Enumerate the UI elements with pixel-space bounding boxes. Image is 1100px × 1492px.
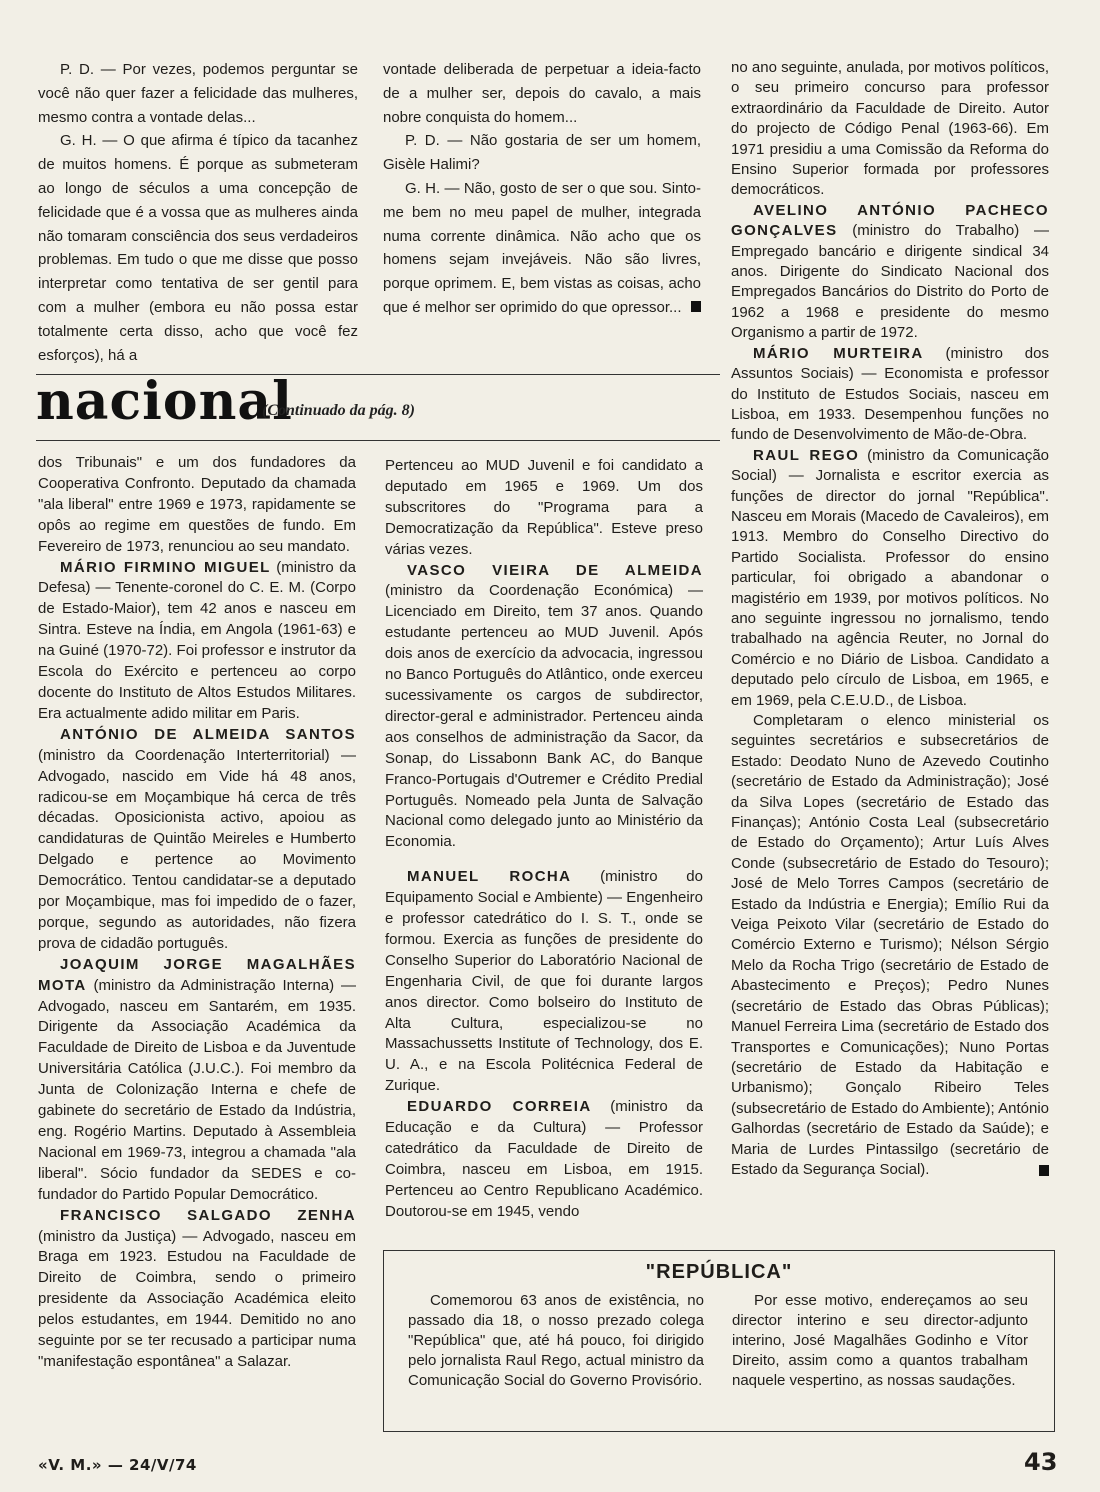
- minister-name: FRANCISCO SALGADO ZENHA: [60, 1206, 356, 1224]
- article-paragraph: [38, 725, 356, 955]
- minister-name: MÁRIO MURTEIRA: [753, 344, 924, 362]
- section-subtitle: (Continuado da pág. 8): [262, 402, 415, 419]
- minister-bio: (ministro do Trabalho) — Empregado bancário e dirigente sindical 34 anos. Dirigente do Sindicato Nacional dos Empregados Bancários do Distrito do Porto de 1962 a 1968 e presidente do mesmo Organismo a partir de 1972.: [731, 222, 1049, 342]
- interview-column-1: [38, 58, 358, 367]
- issue-date: «V. M.» — 24/V/74: [38, 1456, 197, 1474]
- end-mark: [1039, 1165, 1049, 1176]
- article-column-3: [731, 58, 1049, 1180]
- notice-column-right: [732, 1291, 1028, 1391]
- notice-title: "REPÚBLICA": [645, 1261, 793, 1283]
- article-paragraph: [38, 955, 356, 1206]
- article-paragraph: [731, 344, 1049, 446]
- republica-notice-box: [383, 1250, 1055, 1432]
- article-paragraph: Pertenceu ao MUD Juvenil e foi candidato a deputado em 1965 e 1969. Um dos subscritores do "Programa para a Democratização da República". Esteve preso várias vezes.: [385, 457, 703, 558]
- interview-paragraph: vontade deliberada de perpetuar a ideia-facto de a mulher ser, depois do cavalo, a mais nobre conquista do homem...: [383, 61, 701, 126]
- interview-paragraph: G. H. — O que afirma é típico da tacanhez de muitos homens. É porque as submeteram ao longo de séculos a uma concepção de felicidade que é a vossa que as mulheres ainda não tomaram consciência dos seus verdadeiros problemas. Em tudo o que me disse que posso interpretar como tentativa de ser gentil para com a mulher (embora eu não possa estar totalmente certa disso, acho que você fez esforços), há a: [38, 132, 358, 364]
- article-column-1: [38, 453, 356, 1373]
- article-paragraph: no ano seguinte, anulada, por motivos políticos, o seu primeiro concurso para professor extraordinário da Faculdade de Direito. Autor do projecto de Código Penal (1963-66). Em 1971 presidiu a uma Comissão da Reforma do Ensino Superior formada por professores democráticos.: [731, 59, 1049, 199]
- interview-text: G. H. — Não, gosto de ser o que sou. Sinto-me bem no meu papel de mulher, integrada numa corrente dinâmica. Não acho que os homens sejam invejáveis. Não são livres, porque oprimem. E, bem vistas as coisas, acho que é melhor ser oprimido do que opressor...: [383, 179, 701, 316]
- minister-name: RAUL REGO: [753, 446, 860, 464]
- article-paragraph: dos Tribunais" e um dos fundadores da Cooperativa Confronto. Deputado da chamada "ala liberal" entre 1969 e 1973, rapidamente se opôs ao regime em questões de fundo. Em Fevereiro de 1973, renunciou ao seu mandato.: [38, 454, 356, 555]
- minister-bio: (ministro dos Assuntos Sociais) — Economista e professor do Instituto de Estudos Sociais, nasceu em Lisboa, em 1933. Desempenhou funções no fundo de Desenvolvimento de Mão-de-Obra.: [731, 344, 1049, 444]
- article-paragraph: [731, 201, 1049, 344]
- article-paragraph: [38, 1206, 356, 1373]
- secretaries-list: Completaram o elenco ministerial os seguintes secretários e subsecretários de Estado: Deodato Nuno de Azevedo Coutinho (secretário de Estado da Administração); José da Silva Lopes (secretário de Estado das Finanças); António Costa Leal (subsecretário de Estado do Orçamento); Artur Luís Alves Conde (subsecretário de Estado do Tesouro); José de Melo Torres Campos (secretário de Estado da Indústria e Energia); Emílio Rui da Veiga Peixoto Vilar (secretário de Estado do Comércio Externo e Turismo); Nélson Sérgio Melo da Rocha Trigo (secretário de Estado de Abastecimento e Preços); Pedro Nunes (secretário de Estado das Obras Públicas); Manuel Ferreira Lima (secretário de Estado dos Transportes e Comunicações); Nuno Portas (secretário de Estado da Habitação e Urbanismo); Gonçalo Ribeiro Teles (subsecretário de Estado do Ambiente); António Galhordas (secretário de Estado da Saúde); e Maria de Lurdes Pintassilgo (secretário de Estado da Segurança Social).: [731, 712, 1049, 1178]
- notice-paragraph: Comemorou 63 anos de existência, no passado dia 18, o nosso prezado colega "República" que, até há pouco, foi dirigido pelo jornalista Raul Rego, actual ministro da Comunicação Social do Governo Provisório.: [408, 1292, 704, 1389]
- minister-name: VASCO VIEIRA DE ALMEIDA: [407, 561, 703, 579]
- article-column-2: [385, 456, 703, 1223]
- article-paragraph: [385, 867, 703, 1097]
- minister-bio: (ministro da Justiça) — Advogado, nasceu em Braga em 1923. Estudou na Faculdade de Direito de Coimbra, sendo o primeiro presidente da Associação Académica eleito pelos estudantes, em 1944. Demitido no ano seguinte por se ter recusado a participar numa "manifestação espontânea" a Salazar.: [38, 1227, 356, 1370]
- minister-name: MÁRIO FIRMINO MIGUEL: [60, 558, 271, 576]
- interview-column-2: [383, 58, 701, 320]
- interview-paragraph: [383, 177, 701, 320]
- end-mark: [691, 301, 701, 312]
- minister-bio: (ministro da Administração Interna) — Advogado, nasceu em Santarém, em 1935. Dirigente da Associação Académica da Faculdade de Direito de Lisboa e da Juventude Universitária Católica (J.U.C.). Foi membro da Junta de Colonização Interna e chefe de gabinete do secretário de Estado da Indústria, eng. Rogério Martins. Deputado à Assembleia Nacional em 1969-73, integrou a chamada "ala liberal". Sócio fundador da SEDES e co-fundador do Partido Popular Democrático.: [38, 976, 356, 1203]
- minister-bio: (ministro da Coordenação Económica) — Licenciado em Direito, tem 37 anos. Quando estudante pertenceu ao MUD Juvenil. Após dois anos de exercício da advocacia, ingressou no Banco Português do Atlântico, onde exerceu sucessivamente os cargos de subdirector, director-geral e administrador. Pertenceu ainda aos conselhos de administração da Sacor, da Sonap, do Lissabonn Bank AC, do Banque Franco-Portugais d'Outremer e Crédito Predial Português. Nomeado pela Junta de Salvação Nacional como delegado junto ao Ministério da Economia.: [385, 582, 703, 851]
- article-paragraph: [385, 561, 703, 854]
- minister-bio: (ministro do Equipamento Social e Ambiente) — Engenheiro e professor catedrático do I. S. T., onde se formou. Exercia as funções de presidente do Conselho Superior do Laboratório Nacional de Engenharia Civil, de que foi durante largos anos director. Como bolseiro do Instituto de Alta Cultura, especializou-se no Massachussetts Institute of Technology, dos E. U. A., e na Escola Politécnica Federal de Zurique.: [385, 868, 703, 1095]
- interview-paragraph: P. D. — Por vezes, podemos perguntar se você não quer fazer a felicidade das mulheres, mesmo contra a vontade delas...: [38, 61, 358, 126]
- minister-name: EDUARDO CORREIA: [407, 1098, 592, 1116]
- page-number: 43: [1024, 1448, 1058, 1476]
- minister-bio: (ministro da Educação e da Cultura) — Professor catedrático da Faculdade de Direito de Coimbra, nasceu em Lisboa, em 1915. Pertenceu ao Centro Republicano Académico. Doutorou-se em 1945, vendo: [385, 1098, 703, 1220]
- section-rule-bottom: [36, 440, 720, 441]
- minister-name: JOAQUIM JORGE MAGALHÃES MOTA: [38, 955, 356, 994]
- section-title: nacional: [36, 371, 293, 432]
- notice-column-left: [408, 1291, 704, 1391]
- notice-paragraph: Por esse motivo, endereçamos ao seu director interino e seu director-adjunto interino, José Magalhães Godinho e Vítor Direito, assim como a quantos trabalham naquele vespertino, as nossas saudações.: [732, 1292, 1028, 1389]
- interview-paragraph: P. D. — Não gostaria de ser um homem, Gisèle Halimi?: [383, 132, 701, 174]
- article-paragraph: [385, 1097, 703, 1222]
- minister-name: MANUEL ROCHA: [407, 868, 572, 886]
- minister-name: ANTÓNIO DE ALMEIDA SANTOS: [60, 725, 356, 743]
- article-paragraph: [38, 558, 356, 725]
- minister-name: AVELINO ANTÓNIO PACHECO GONÇALVES: [731, 201, 1049, 240]
- minister-bio: (ministro da Comunicação Social) — Jornalista e escritor exercia as funções de director do jornal "República". Nasceu em Morais (Macedo de Cavaleiros), em 1913. Membro do Conselho Directivo do Partido Socialista. Professor do ensino particular, foi obrigado a abandonar o magistério em 1939, por motivos políticos. No ano seguinte ingressou no jornalismo, tendo trabalhado na agência Reuter, no Jornal do Comércio e no Diário de Lisboa. Candidato a deputado pelo círculo de Lisboa, em 1965, e em 1969, pela C.E.U.D., de Lisboa.: [731, 446, 1049, 709]
- article-paragraph: [731, 446, 1049, 711]
- minister-bio: (ministro da Defesa) — Tenente-coronel do C. E. M. (Corpo de Estado-Maior), tem 42 anos e nasceu em Sintra. Esteve na Índia, em Angola (1961-63) e na Guiné (1970-72). Foi professor e instrutor da Escola do Exército e pertenceu ao corpo docente do Instituto de Altos Estudos Militares. Era actualmente adido militar em Paris.: [38, 558, 356, 722]
- article-paragraph: [731, 711, 1049, 1180]
- minister-bio: (ministro da Coordenação Interterritorial) — Advogado, nascido em Vide há 48 anos, radicou-se em Moçambique há cerca de três décadas. Oposicionista activo, apoiou as candidaturas de Quintão Meireles e Humberto Delgado e pertence ao Movimento Democrático. Tentou candidatar-se a deputado por Moçambique, mas foi impedido de o fazer, porque, segundo as autoridades, não fizera prova de cidadão português.: [38, 746, 356, 952]
